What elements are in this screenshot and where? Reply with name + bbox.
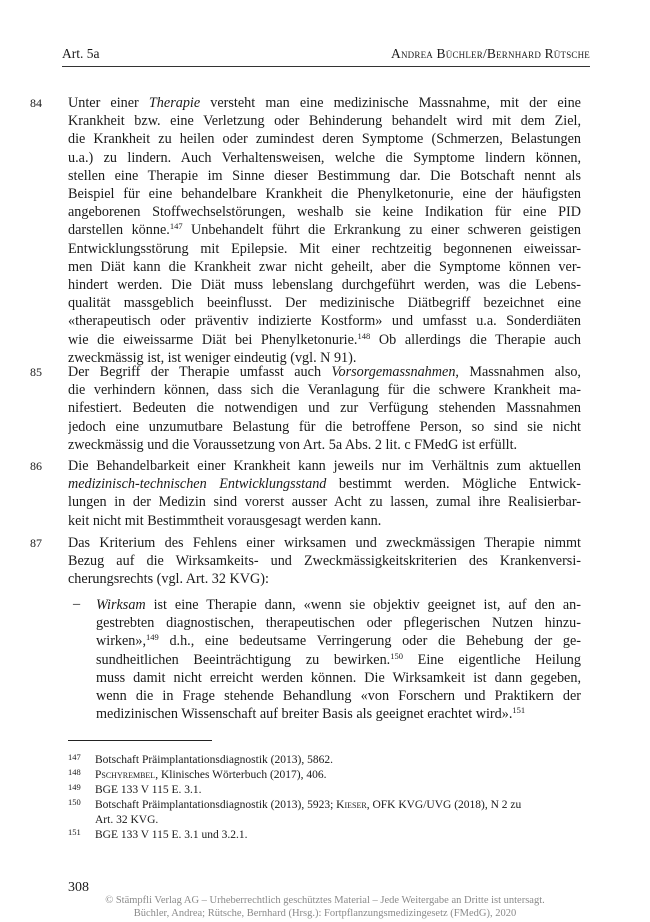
- text-line: darstellen könne.$^{147}$ Unbehandelt führt die Erkrankung zu einer schweren geistigen: [68, 221, 581, 239]
- margin-number-84: 84: [30, 96, 42, 110]
- text-line: qualität massgeblich beeinflusst. Der medizinische Diätbegriff bezeichnet eine: [68, 295, 581, 312]
- text-line: medizinisch-technischen Entwicklungsstand bestimmt werden. Mögliche Entwick-: [68, 476, 581, 493]
- text-line: Unter einer Therapie versteht man eine medizinische Massnahme, mit der eine: [68, 95, 581, 111]
- text-line: keit nicht mit Bestimmtheit vorausgesagt werden kann.: [68, 512, 382, 529]
- text-line: Entwicklungsstörung mit Epilepsie. Mit einer rechtzeitig begonnenen eiweissar-: [68, 240, 581, 257]
- text-line: wirken»,$^{149}$ d.h., eine bedeutsame Verringerung oder die Behebung der ge-: [96, 632, 581, 650]
- text-line: muss damit nicht erreicht werden können. Die Wirksamkeit ist dann gegeben,: [96, 669, 581, 686]
- text-line: stellen eine Therapie im Sinne dieser Bestimmung dar. Die Botschaft nennt als: [68, 167, 581, 184]
- text-line: men Diät kann die Krankheit zwar nicht geheilt, aber die Symptome können ver-: [68, 258, 581, 275]
- text-line: wie die eiweissarme Diät bei Phenylketonurie.$^{148}$ Ob allerdings die Therapie auch: [68, 330, 581, 348]
- header-article: Art. 5a: [62, 46, 100, 61]
- margin-number-87: 87: [30, 536, 42, 550]
- footnote-ref-148[interactable]: 148: [357, 330, 371, 341]
- text-line: nifestiert. Bedeuten die notwendigen und zur Verfügung stehenden Massnahmen: [68, 400, 581, 417]
- text-line: Wirksam ist eine Therapie dann, «wenn sie objektiv geeignet ist, auf den an-: [96, 597, 581, 613]
- header-rule: [62, 66, 590, 67]
- text-line: gestrebten diagnostischen, therapeutischen oder pflegerischen Nutzen hinzu-: [96, 615, 581, 632]
- footnote-rule: [68, 740, 212, 741]
- page-number: 308: [68, 880, 89, 895]
- text-line: cherungsrechts (vgl. Art. 32 KVG):: [68, 571, 269, 588]
- text-line: wenn die in Frage stehende Behandlung «von Forschern und Praktikern der: [96, 688, 581, 705]
- text-line: medizinischen Wissenschaft auf breiter Basis als geeignet erachtet wird».$^{151}$: [96, 705, 526, 723]
- text-line: Beispiel für eine behandelbare Krankheit die Phenylketonurie, eine der häufigsten: [68, 186, 581, 203]
- text-line: zweckmässig und die Voraussetzung von Art. 5a Abs. 2 lit. c FMedG ist erfüllt.: [68, 436, 518, 453]
- text-line: Das Kriterium des Fehlens einer wirksamen und zweckmässigen Therapie nimmt: [68, 535, 581, 551]
- text-line: die verhindern können, dass sich die Veranlagung für die schwere Krankheit ma-: [68, 382, 581, 399]
- citation-watermark: Büchler, Andrea; Rütsche, Bernhard (Hrsg.): Fortpflanzungsmedizingesetz (FMedG), 2020: [133, 908, 517, 919]
- paragraph-84: [68, 94, 581, 367]
- list-item-wirksam: [96, 596, 581, 723]
- running-header: [62, 46, 590, 66]
- paragraph-86: [68, 457, 581, 530]
- text-line: zweckmässig ist, ist weniger eindeutig (vgl. N 91).: [68, 349, 357, 366]
- copyright-watermark: © Stämpfli Verlag AG – Urheberrechtlich geschütztes Material – Jede Weitergabe an Dritte ist untersagt.: [105, 895, 545, 906]
- text-line: Bezug auf die Wirksamkeits- und Zweckmässigkeitskriterien des Krankenversi-: [68, 553, 581, 570]
- text-line: jedoch eine unzumutbare Belastung für die betroffene Person, so sind sie nicht: [68, 418, 581, 435]
- paragraph-85: [68, 363, 581, 454]
- footnote-ref-150[interactable]: 150: [390, 650, 403, 661]
- text-line: sundheitlichen Beeinträchtigung zu bewirken.$^{150}$ Eine eigentliche Heilung: [96, 650, 581, 668]
- text-line: u.a.) zu lindern. Auch Verhaltensweisen, welche die Symptome lindern können,: [68, 149, 581, 166]
- text-line: Die Behandelbarkeit einer Krankheit kann jeweils nur im Verhältnis zum aktuellen: [68, 458, 581, 474]
- paragraph-87: [68, 534, 581, 589]
- margin-number-86: 86: [30, 459, 42, 473]
- footnote-ref-147[interactable]: 147: [169, 221, 183, 232]
- text-line: angeborenen Stoffwechselstörungen, weshalb sie keine Indikation für eine PID: [68, 204, 581, 221]
- margin-number-85: 85: [30, 365, 42, 379]
- list-dash: –: [73, 596, 81, 612]
- footnote-ref-149[interactable]: 149: [146, 632, 159, 643]
- text-line: Krankheit bzw. eine Verletzung oder Behinderung behandelt wird mit dem Ziel,: [68, 113, 581, 130]
- header-authors: Andrea Büchler/Bernhard Rütsche: [391, 46, 590, 61]
- footnote-ref-151[interactable]: 151: [512, 705, 526, 716]
- text-line: Der Begriff der Therapie umfasst auch Vorsorgemassnahmen, Massnahmen also,: [68, 364, 581, 380]
- text-line: lungen in der Medizin sind vorerst ausser Acht zu lassen, zumal ihre Realisierbar-: [68, 494, 581, 511]
- text-line: die Krankheit zu heilen oder zumindest deren Symptome (Schmerzen, Belastungen: [68, 131, 581, 148]
- text-line: hindert werden. Die Diät muss lebenslang durchgeführt werden, was die Lebens-: [68, 277, 581, 294]
- text-line: «therapeutisch oder präventiv indizierte Kostform» und umfasst u.a. Sonderdiäten: [68, 313, 581, 330]
